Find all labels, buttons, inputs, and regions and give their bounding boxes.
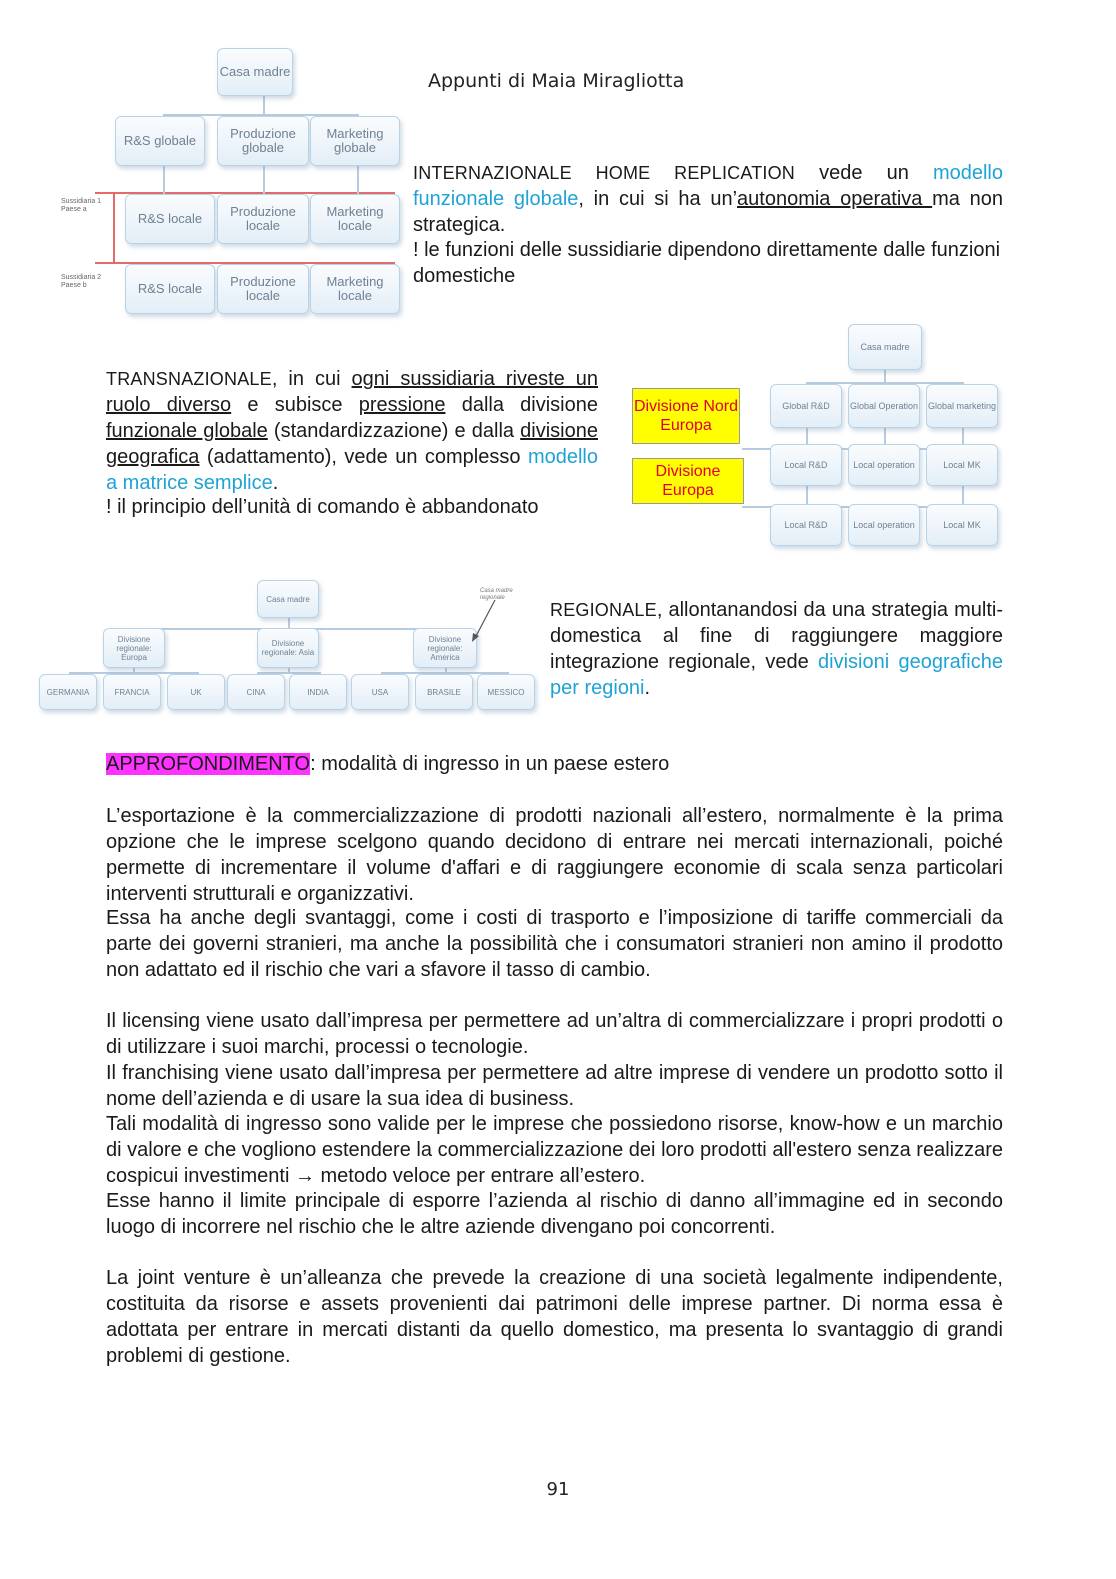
label-sussidiaria-2: Sussidiaria 2 Paese b [61, 274, 102, 289]
page-number: 91 [546, 1479, 570, 1500]
box-rs-locale-2: R&S locale [125, 264, 215, 314]
box-produzione-locale-2: Produzione locale [217, 264, 309, 314]
box-country: UK [167, 674, 225, 710]
box-marketing-locale-1: Marketing locale [310, 194, 400, 244]
box-country: GERMANIA [39, 674, 97, 710]
box-divisione-europa: Divisione regionale: Europa [103, 628, 165, 668]
box-local-operation-1: Local operation [848, 444, 920, 486]
lead-home-replication: INTERNAZIONALE HOME REPLICATION [413, 163, 796, 183]
box-casa-madre: Casa madre [217, 48, 293, 96]
underlined-text: pressione [358, 394, 446, 416]
box-casa-madre: Casa madre [848, 324, 922, 370]
paragraph: Tali modalità di ingresso sono valide per le imprese che possiedono risorse, know-how e un marchio di valore e che vogliono estendere la commercializzazione dei loro prodotti all'estero senza realizzare cospicui investimenti → metodo veloce per entrare all’estero. [106, 1113, 1003, 1187]
box-country: BRASILE [415, 674, 473, 710]
paragraph: Essa ha anche degli svantaggi, come i costi di trasporto e l’imposizione di tariffe commerciali da parte dei governi stranieri, ma anche la possibilità che i consumatori stranieri non amino il prodotto non adattato ed il rischio che vari a sfavore il tasso di cambio. [106, 907, 1003, 981]
paragraph: Il licensing viene usato dall’impresa per permettere ad un’altra di commercializzare i propri prodotti o di utilizzare i suoi marchi, processi o tecnologie. [106, 1010, 1003, 1058]
text: , in cui [271, 368, 352, 390]
box-produzione-locale-1: Produzione locale [217, 194, 309, 244]
paragraph: Il franchising viene usato dall’impresa per permettere ad altre imprese di vendere un prodotto sotto il nome dell’azienda e di usare la sua idea di business. [106, 1062, 1003, 1110]
note-home-replication: ! le funzioni delle sussidiarie dipendono direttamente dalle funzioni domestiche [413, 239, 1001, 287]
box-divisione-europa: Divisione Europa [632, 458, 744, 504]
box-local-rd-1: Local R&D [770, 444, 842, 486]
box-divisione-asia: Divisione regionale: Asia [257, 628, 319, 668]
label-sussidiaria-1: Sussidiaria 1 Paese a [61, 198, 102, 213]
box-global-marketing: Global marketing [926, 384, 998, 428]
paragraph: L’esportazione è la commercializzazione di prodotti nazionali all’estero, normalmente è la prima opzione che le imprese scelgono quando decidono di entrare nei mercati internazionali, poiché permette di incrementare il volume d'affari e di raggiungere economie di scala senza particolari interventi strutturali e organizzativi. [106, 805, 1003, 905]
note-transnazionale: ! il principio dell’unità di comando è abbandonato [106, 496, 539, 518]
section-transnazionale [106, 366, 598, 496]
underlined-text: funzionale globale [106, 420, 268, 442]
section-home-replication [413, 160, 1003, 238]
text: , allontanandosi da una strategia multi-domestica al fine di raggiungere maggiore integrazione regionale, vede [550, 599, 1003, 673]
underlined-text: ogni sussidiaria riveste un ruolo diverso [106, 368, 598, 416]
box-local-mk-1: Local MK [926, 444, 998, 486]
box-country: CINA [227, 674, 285, 710]
text: dalla divisione [445, 394, 598, 416]
lead-transnazionale: TRANSNAZIONALE [106, 369, 272, 389]
paragraph: Esse hanno il limite principale di esporre l’azienda al rischio di danno all’immagine ed in secondo luogo di incorrere nel rischio che le altre aziende divengano poi concorrenti. [106, 1190, 1003, 1238]
text: ma non strategica. [413, 188, 1003, 236]
underlined-text: autonomia operativa [737, 188, 933, 210]
highlight-blue: divisioni geografiche per regioni [550, 651, 1003, 699]
box-local-operation-2: Local operation [848, 504, 920, 546]
box-local-rd-2: Local R&D [770, 504, 842, 546]
highlight-magenta: APPROFONDIMENTO [106, 753, 311, 775]
box-local-mk-2: Local MK [926, 504, 998, 546]
box-casa-madre: Casa madre [257, 580, 319, 618]
paragraph: La joint venture è un’alleanza che prevede la creazione di una società legalmente indipendente, costituita da risorse e assets provenienti dai patrimoni delle imprese partner. Di norma essa è adottata per entrare in mercati distanti da quello domestico, ma presenta lo svantaggio di grandi problemi di gestione. [106, 1267, 1003, 1367]
underlined-text: divisione geografica [106, 420, 598, 468]
box-marketing-locale-2: Marketing locale [310, 264, 400, 314]
box-produzione-globale: Produzione globale [217, 116, 309, 166]
approfondimento-heading [106, 751, 669, 777]
box-country: FRANCIA [103, 674, 161, 710]
lead-regionale: REGIONALE [550, 600, 657, 620]
text: (standardizzazione) e dalla [267, 420, 521, 442]
text: : modalità di ingresso in un paese estero [310, 753, 670, 775]
text: , in cui si ha un’ [578, 188, 738, 210]
box-country: MESSICO [477, 674, 535, 710]
highlight-blue: modello funzionale globale [413, 162, 1003, 210]
box-divisione-nord-europa: Divisione Nord Europa [632, 388, 740, 444]
text: . [644, 677, 651, 699]
diagram-home-replication [55, 40, 405, 325]
box-rs-globale: R&S globale [115, 116, 205, 166]
box-divisione-america: Divisione regionale: America [413, 628, 477, 668]
box-global-operation: Global Operation [848, 384, 920, 428]
diagram-matrix [630, 318, 1010, 548]
box-country: INDIA [289, 674, 347, 710]
text: (adattamento), vede un complesso [199, 446, 528, 468]
page-header: Appunti di Maia Miragliotta [428, 70, 685, 92]
diagram-regionale [35, 578, 535, 713]
box-marketing-globale: Marketing globale [310, 116, 400, 166]
box-rs-locale-1: R&S locale [125, 194, 215, 244]
highlight-blue: modello a matrice semplice [106, 446, 598, 494]
callout-arrow-icon [469, 598, 499, 644]
callout-casa-madre-regionale: Casa madre regionale [480, 588, 513, 601]
section-regionale [550, 597, 1003, 701]
text: . [272, 472, 279, 494]
box-country: USA [351, 674, 409, 710]
text: e subisce [231, 394, 359, 416]
box-global-rd: Global R&D [770, 384, 842, 428]
text: vede un [795, 162, 933, 184]
